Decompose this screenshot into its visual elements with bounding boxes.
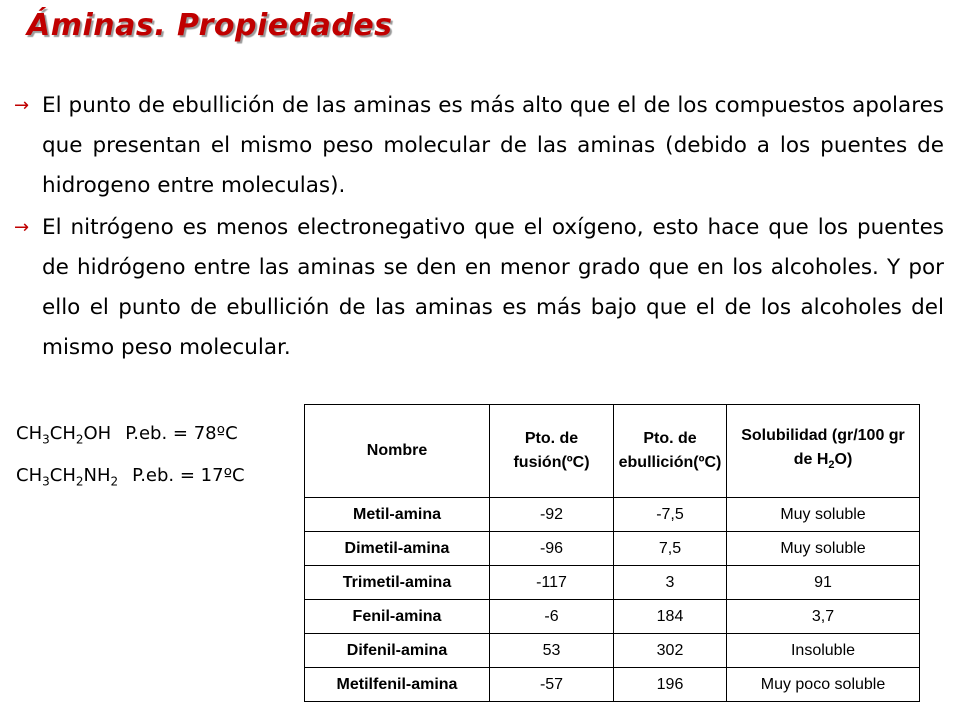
cell-ebullicion: 3 xyxy=(614,566,727,600)
cell-fusion: 53 xyxy=(490,634,614,668)
cell-ebullicion: 302 xyxy=(614,634,727,668)
header-fusion: Pto. de fusión(ºC) xyxy=(490,405,614,498)
cell-nombre: Trimetil-amina xyxy=(305,566,490,600)
cell-nombre: Fenil-amina xyxy=(305,600,490,634)
header-nombre: Nombre xyxy=(305,405,490,498)
cell-fusion: -96 xyxy=(490,532,614,566)
formula-ethanol: $CH_3CH_2OH$ P.eb. = 78ºC xyxy=(16,423,238,447)
formula-block xyxy=(16,416,245,499)
cell-nombre: Difenil-amina xyxy=(305,634,490,668)
bullet-item xyxy=(14,208,944,368)
cell-ebullicion: 184 xyxy=(614,600,727,634)
table-row xyxy=(305,600,920,634)
header-solubilidad: Solubilidad (gr/100 gr de $H_2O$) xyxy=(727,405,920,498)
cell-solubilidad: Muy soluble xyxy=(727,532,920,566)
cell-solubilidad: 91 xyxy=(727,566,920,600)
cell-fusion: -92 xyxy=(490,498,614,532)
table-row xyxy=(305,532,920,566)
cell-ebullicion: 7,5 xyxy=(614,532,727,566)
cell-solubilidad: Muy poco soluble xyxy=(727,668,920,702)
bullet-item xyxy=(14,86,944,206)
cell-nombre: Metilfenil-amina xyxy=(305,668,490,702)
table-row xyxy=(305,498,920,532)
cell-ebullicion: 196 xyxy=(614,668,727,702)
cell-nombre: Dimetil-amina xyxy=(305,532,490,566)
boiling-point-value: P.eb. = 17ºC xyxy=(132,464,245,486)
amines-table xyxy=(304,404,920,702)
cell-ebullicion: -7,5 xyxy=(614,498,727,532)
bullet-list xyxy=(14,86,944,368)
page-title: Áminas. Propiedades xyxy=(27,8,393,43)
cell-solubilidad: 3,7 xyxy=(727,600,920,634)
formula-ethylamine: $CH_3CH_2NH_2$ P.eb. = 17ºC xyxy=(16,464,245,489)
cell-solubilidad: Insoluble xyxy=(727,634,920,668)
table-row xyxy=(305,668,920,702)
table-row xyxy=(305,634,920,668)
right-arrow-icon: → xyxy=(14,95,30,116)
bullet-text: El punto de ebullición de las aminas es más alto que el de los compuestos apolares que presentan el mismo peso molecular de las aminas (debido a los puentes de hidrogeno entre moleculas). xyxy=(42,93,944,198)
cell-solubilidad: Muy soluble xyxy=(727,498,920,532)
boiling-point-value: P.eb. = 78ºC xyxy=(125,423,238,444)
table-row xyxy=(305,566,920,600)
table-header-row xyxy=(305,405,920,498)
cell-fusion: -117 xyxy=(490,566,614,600)
header-ebullicion: Pto. de ebullición(ºC) xyxy=(614,405,727,498)
right-arrow-icon: → xyxy=(14,217,30,238)
bullet-text: El nitrógeno es menos electronegativo que el oxígeno, esto hace que los puentes de hidrógeno entre las aminas se den en menor grado que en los alcoholes. Y por ello el punto de ebullición de las aminas es más bajo que el de los alcoholes del mismo peso molecular. xyxy=(42,215,944,360)
cell-fusion: -6 xyxy=(490,600,614,634)
cell-nombre: Metil-amina xyxy=(305,498,490,532)
cell-fusion: -57 xyxy=(490,668,614,702)
